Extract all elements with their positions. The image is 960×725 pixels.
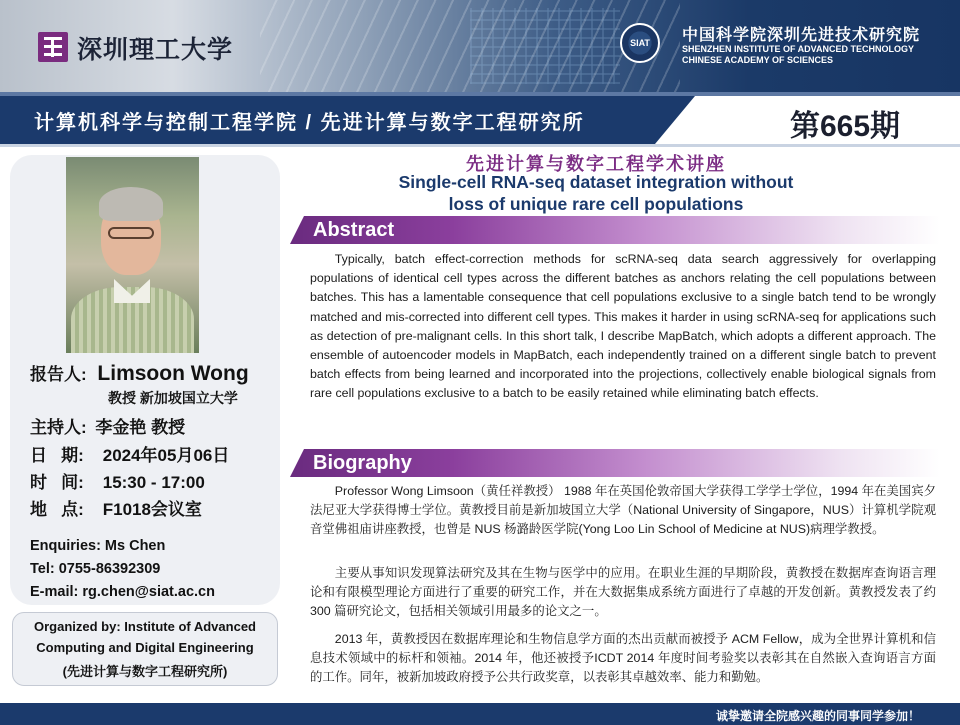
biography-heading: Biography [313, 452, 412, 474]
invitation-text: 诚挚邀请全院感兴趣的同事同学参加！ [715, 709, 920, 723]
time-label: 时 间: [30, 473, 84, 492]
contact-email[interactable]: E-mail: rg.chen@siat.ac.cn [30, 584, 215, 600]
issue-number: 第665期 [790, 110, 901, 143]
photo-glasses [108, 227, 154, 239]
date-value: 2024年05月06日 [102, 446, 230, 465]
biography-paragraph-3: 2013 年，黄教授因在数据库理论和生物信息学方面的杰出贡献而被授予 ACM Fellow，成为全世界计算机和信息技术领域中的标杆和领袖。2014 年，他还被授予ICDT 2014 年度时间考验奖以表彰其在自然嵌入查询语言方面的工作。同年，被新加坡政府授予公共行政奖章，以表彰其卓越效率、能力和勤勉。 [310, 632, 936, 685]
speaker-label: 报告人: [30, 365, 87, 384]
date-label: 日 期: [30, 446, 84, 465]
header-circuit-decoration [470, 8, 620, 84]
speaker-row [30, 360, 249, 386]
institute-name-cn: 中国科学院深圳先进技术研究院 [682, 27, 921, 44]
photo-hair [99, 187, 163, 221]
date-row [30, 441, 229, 466]
venue-value: F1018会议室 [102, 500, 202, 519]
time-value: 15:30 - 17:00 [102, 473, 205, 492]
talk-title-line1: Single-cell RNA-seq dataset integration without [398, 172, 794, 192]
time-row [30, 468, 205, 493]
school-title: 计算机科学与控制工程学院 / 先进计算与数字工程研究所 [34, 112, 585, 134]
organizer-line1: Organized by: Institute of Advanced [34, 619, 256, 634]
contact-tel: Tel: 0755-86392309 [30, 561, 161, 577]
speaker-photo [66, 157, 199, 353]
biography-paragraph-2: 主要从事知识发现算法研究及其在生物与医学中的应用。在职业生涯的早期阶段，黄教授在数据库查询语言理论和有限模型理论方面进行了重要的研究工作，并在大数据集成系统方面进行了卓越的开发创新。黄教授发表了约 300 篇研究论文，包括相关领域引用最多的论文之一。 [310, 566, 936, 619]
biography-paragraph-1: Professor Wong Limsoon（黄任祥教授） 1988 年在英国伦敦帝国大学获得工学学士学位，1994 年在美国宾夕法尼亚大学获得博士学位。黄教授目前是新加坡国立大学（National University of Singapore，NUS）计算机学院观音堂佛祖庙讲座教授，也曾是 NUS 杨潞龄医学院(Yong Loo Lin School of Medicine at NUS)病理学教授。 [310, 484, 936, 537]
speaker-name: Limsoon Wong [97, 362, 249, 385]
host-label: 主持人: [30, 418, 87, 437]
organizer-line3: (先进计算与数字工程研究所) [62, 664, 228, 679]
organizer-line2: Computing and Digital Engineering [36, 640, 254, 655]
university-name: 深圳理工大学 [77, 36, 234, 64]
contact-enquiries: Enquiries: Ms Chen [30, 538, 166, 554]
host-row [30, 413, 185, 438]
institute-name-en [682, 44, 914, 66]
host-value: 李金艳 教授 [95, 418, 186, 437]
speaker-affiliation: 教授 新加坡国立大学 [108, 390, 238, 406]
venue-row [30, 495, 202, 520]
siat-logo-icon: SIAT [620, 23, 660, 63]
abstract-text: Typically, batch effect-correction methods for scRNA-seq data search aggressively for overlapping populations of identical cell types across the different batches as anchors relating the cell populations between batches. This has a lamentable consequence that cell populations exclusive to a single batch tend to be wrongly matched and mis-corrected into different cell types. This makes it harder in using scRNA-seq for applications such as detection of pre-malignant cells. In this short talk, I describe MapBatch, which adopts a different approach. The ensemble of autoencoder models in MapBatch, each independently trained on a different single batch to prevent batch effects from being learned and incorporated into the projections, collectively enable biological signals from rare cell populations exclusive to a batch to be easily retained while eliminating batch effects. [310, 252, 936, 401]
institute-name-en-line1: SHENZHEN INSTITUTE OF ADVANCED TECHNOLOGY [682, 44, 915, 54]
abstract-heading: Abstract [313, 219, 395, 241]
sztu-logo-icon [38, 32, 68, 62]
lecture-series-title: 先进计算与数字工程学术讲座 [466, 154, 726, 174]
venue-label: 地 点: [30, 500, 84, 519]
talk-title-line2: loss of unique rare cell populations [448, 194, 744, 214]
institute-name-en-line2: CHINESE ACADEMY OF SCIENCES [682, 55, 834, 65]
